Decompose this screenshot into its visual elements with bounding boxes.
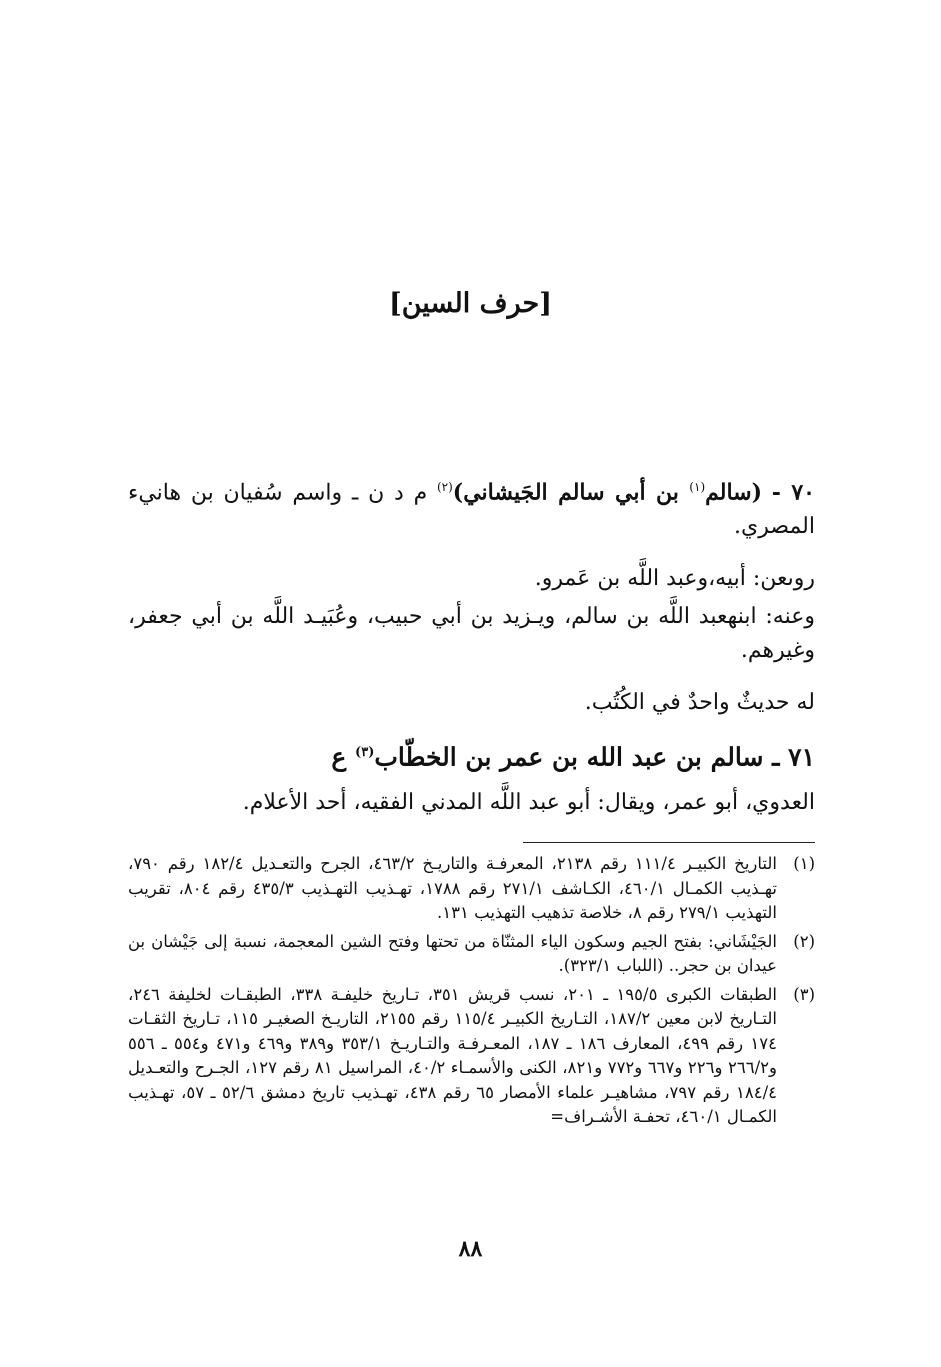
footnote-number: (١) <box>793 854 815 873</box>
entry-70-name: (سالم <box>705 479 763 506</box>
entry-70-rest: م د ن ـ واسم سُفيان بن هانيء المصري. <box>128 480 815 540</box>
footnote-number: (٣) <box>793 984 815 1004</box>
narrators-from-him: وعنه: ابنهعبد اللَّه بن سالم، ويـزيد بن أبي حبيب، وعُبَيـد اللَّه بن أبي جعفر، وغيرهم. <box>128 604 815 663</box>
chapter-title: [حرف السين] <box>388 288 553 319</box>
footnote-text: الجَيْشَاني: بفتح الجيم وسكون الياء المثنّاة من تحتها وفتح الشين المعجمة، نسبة إلى جَيْشان بن عيدان بن حجر.. (اللباب ٣٢٣/١). <box>128 931 777 975</box>
entry-71-name: ٧١ ـ سالم بن عبد الله بن عمر بن الخطّاب <box>374 742 815 772</box>
entry-71-text: العدوي، أبو عمر، ويقال: أبو عبد اللَّه المدني الفقيه، أحد الأعلام. <box>242 790 815 815</box>
entry-70-name-cont: بن أبي سالم الجَيشاني) <box>452 479 690 506</box>
entry-70 <box>128 470 815 544</box>
footnote-separator <box>523 842 815 843</box>
footnote-3 <box>128 983 815 1130</box>
page-number: ٨٨ <box>458 1236 483 1262</box>
hadith-count-note: له حديثٌ واحدٌ في الكُتُب. <box>584 690 815 715</box>
footnote-ref-2: (٢) <box>436 480 453 494</box>
footnote-ref-1: (١) <box>689 480 706 494</box>
narrated-from: روىعن: أبيه،وعبد اللَّه بن عَمرو. <box>534 566 815 591</box>
footnote-2 <box>128 930 815 979</box>
footnote-number: (٢) <box>793 931 815 951</box>
footnote-text: الطبقات الكبرى ١٩٥/٥ ـ ٢٠١، نسب قريش ٣٥١، تـاريخ خليفـة ٣٣٨، الطبقـات لخليفة ٢٤٦، التـاريخ لابن معين ١٨٧/٢، التـاريخ الكبيـر ١١٥/٤ رقم ٢١٥٥، التاريـخ الصغيـر ١١٥، تـاريخ الثقـات ١٧٤ رقم ٤٩٩، المعارف ١٨٦ ـ ١٨٧، المعـرفـة والتـاريـخ ٣٥٣/١ و٣٨٩ و٤٦٩ و٤٧١ و٥٥٤ ـ ٥٥٦ و٢٦٦/٢ و٢٢٦ و٦٦٧ و٧٧٢ و٨٢١، الكنى والأسمـاء ٤٠/٢، المراسيل ٨١ رقم ١٢٧، الجـرح والتعـديل ١٨٤/٤ رقم ٧٩٧، مشاهيـر علماء الأمصار ٦٥ رقم ٤٣٨، تهـذيب تاريخ دمشق ٥٢/٦ ـ ٥٧، تهـذيب الكمـال ٤٦٠/١، تحفـة الأشـراف= <box>128 984 778 1126</box>
footnote-1 <box>128 852 815 926</box>
footnote-ref-3: (٣) <box>355 745 375 760</box>
entry-71-code: ع <box>331 742 356 772</box>
footnote-text: التاريخ الكبيـر ١١١/٤ رقم ٢١٣٨، المعرفـة والتاريـخ ٤٦٣/٢، الجرح والتعـديل ١٨٢/٤ رقم ٧٩٠، تهـذيب الكمـال ٤٦٠/١، الكـاشف ٢٧١/١ رقم ١٧٨٨، تهـذيب التهـذيب ٤٣٥/٣ رقم ٨٠٤، تقريب التهذيب ٢٧٩/١ رقم ٨، خلاصة تذهيب التهذيب ١٣١. <box>128 854 778 922</box>
entry-71-heading <box>128 736 865 774</box>
entry-70-number: ٧٠ - <box>771 479 815 506</box>
footnotes <box>128 852 815 1134</box>
